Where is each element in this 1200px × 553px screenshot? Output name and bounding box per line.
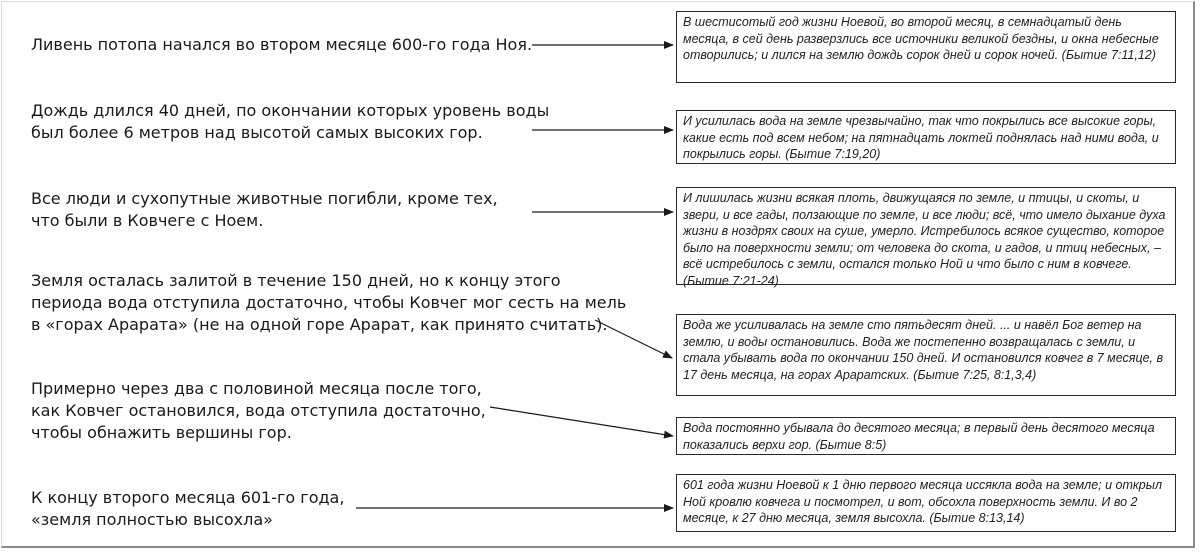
quote-box-5: Вода постоянно убывала до десятого месяца; в первый день десятого месяца показались верхи гор. (Бытие 8:5) (676, 417, 1176, 455)
statement-6: К концу второго месяца 601-го года, «земля полностью высохла» (31, 488, 345, 529)
statement-4: Земля осталась залитой в течение 150 дней, но к концу этого периода вода отступила достаточно, чтобы Ковчег мог сесть на мель в «горах Арарата» (не на одной горе Арарат, как принято считать). (31, 271, 627, 334)
quote-box-2: И усилилась вода на земле чрезвычайно, так что покрылись все высокие горы, какие есть под всем небом; на пятнадцать локтей поднялась над ними вода, и покрылись горы. (Бытие 7:19,20) (676, 110, 1176, 164)
statement-5: Примерно через два с половиной месяца после того, как Ковчег остановился, вода отступила достаточно, чтобы обнажить вершины гор. (31, 379, 486, 442)
quote-box-6: 601 года жизни Ноевой к 1 дню первого месяца иссякла вода на земле; и открыл Ной кровлю ковчега и посмотрел, и вот, обсохла поверхность земли. И во 2 месяце, к 27 дню месяца, земля высохла. (Бытие 8:13,14) (676, 474, 1176, 532)
statement-1: Ливень потопа начался во втором месяце 600-го года Ноя. (31, 35, 533, 54)
statement-3: Все люди и сухопутные животные погибли, кроме тех, что были в Ковчеге с Ноем. (31, 189, 498, 230)
quote-box-3: И лишилась жизни всякая плоть, движущаяся по земле, и птицы, и скоты, и звери, и все гады, ползающие по земле, и все люди; всё, что имело дыхание духа жизни в ноздрях своих на суше, умерло. Истребилось всякое существо, которое было на поверхности земли; от человека до скота, и гадов, и птиц небесных, – всё истребилось с земли, остался только Ной и что было с ним в ковчеге. (Бытие 7:21-24) (676, 187, 1176, 285)
quote-box-4: Вода же усиливалась на земле сто пятьдесят дней. ... и навёл Бог ветер на землю, и воды остановились. Вода же постепенно возвращалась с земли, и стала убывать вода по окончании 150 дней. И остановился ковчег в 7 месяце, в 17 день месяца, на горах Араратских. (Бытие 7:25, 8:1,3,4) (676, 314, 1176, 396)
arrow-5 (490, 407, 673, 436)
statement-2: Дождь длился 40 дней, по окончании которых уровень воды был более 6 метров над высотой самых высоких гор. (31, 101, 550, 142)
quote-box-1: В шестисотый год жизни Ноевой, во второй месяц, в семнадцатый день месяца, в сей день разверзлись все источники великой бездны, и окна небесные отворились; и лился на землю дождь сорок дней и сорок ночей. (Бытие 7:11,12) (676, 11, 1176, 83)
arrow-4 (595, 320, 672, 358)
